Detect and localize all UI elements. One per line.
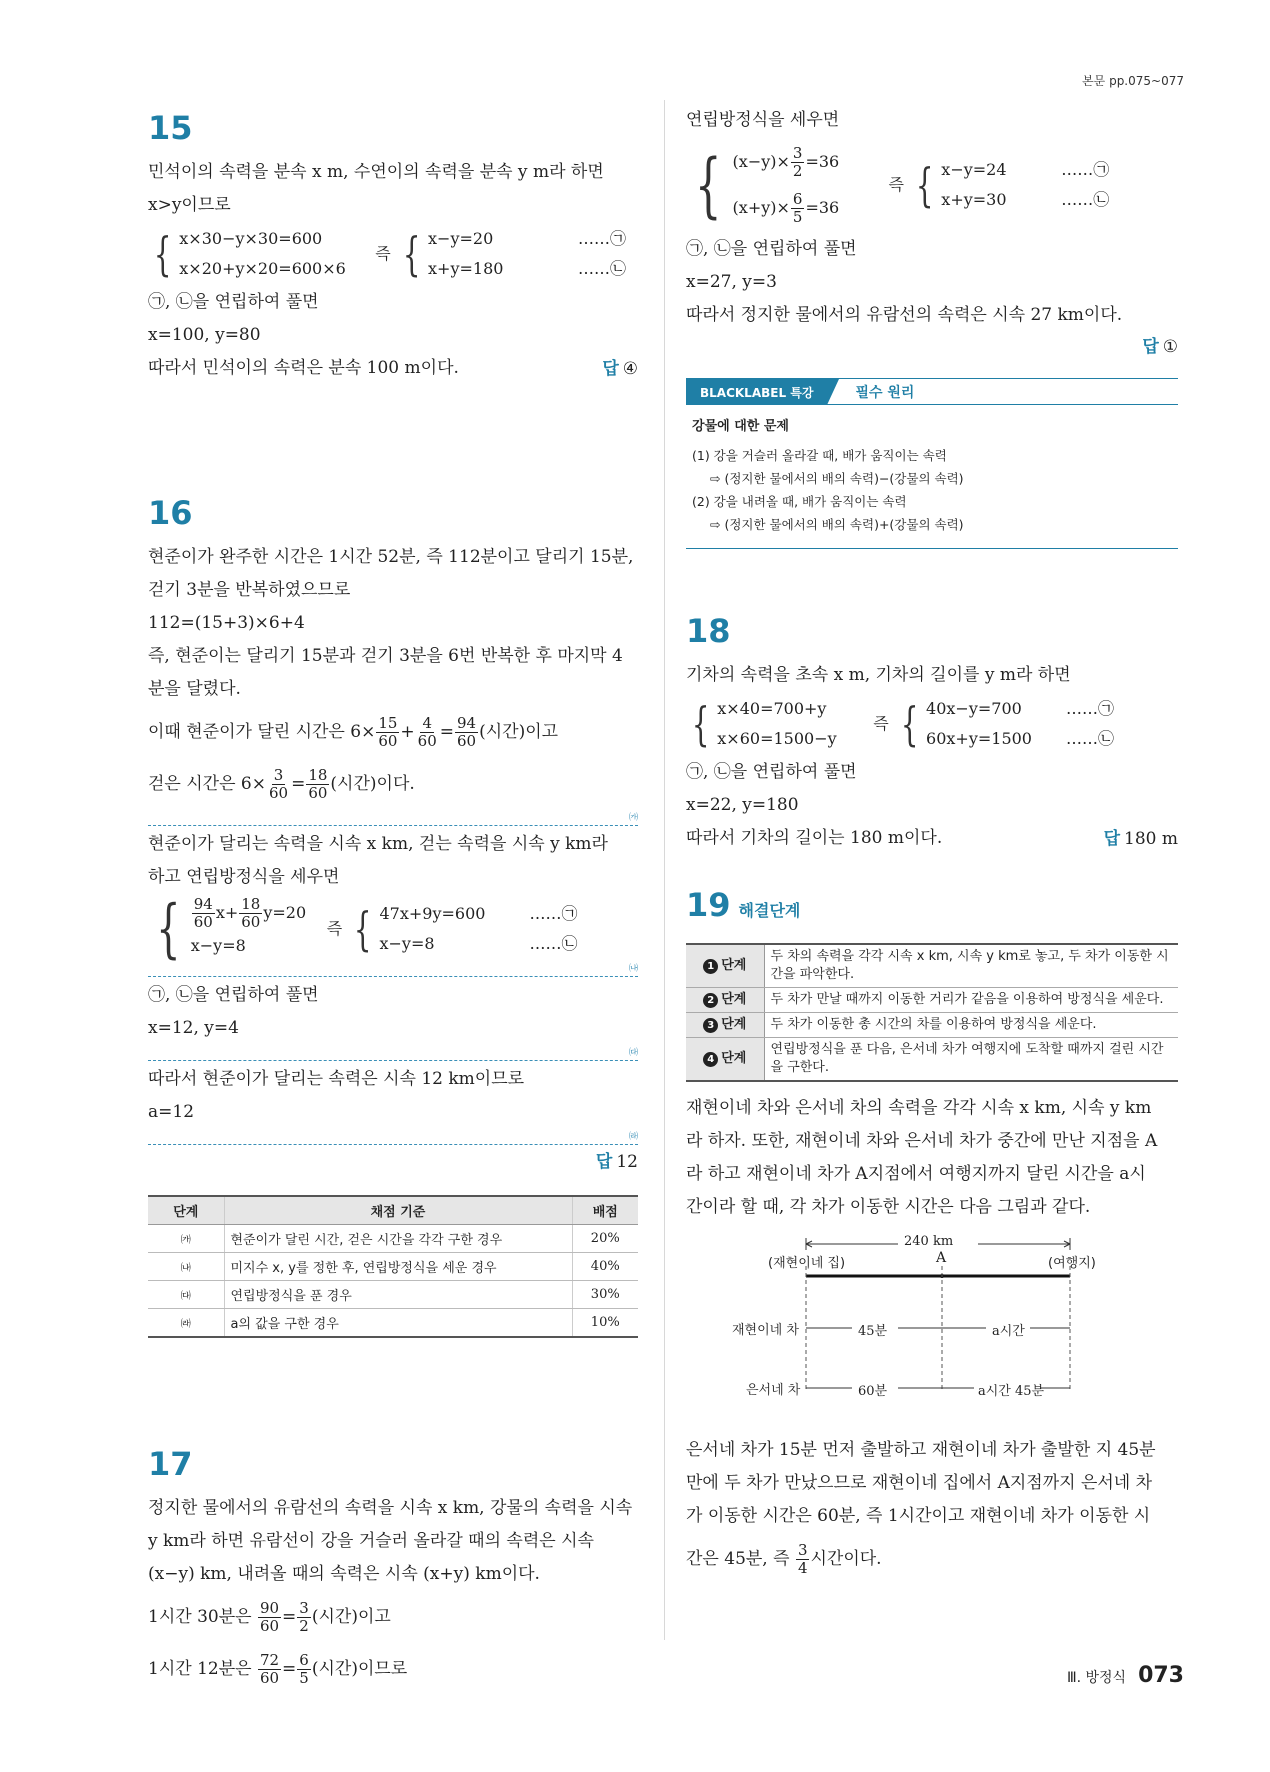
text-line: 112=(15+3)×6+4 (148, 613, 305, 633)
travel-diagram (686, 1230, 1178, 1430)
equation-system: { x×40=700+y x×60=1500−y 즉 { 40x−y=700 60x+y=1500 ……㉠ ……㉡ (686, 694, 1178, 754)
problem-15 (148, 110, 638, 385)
text-line: 현준이가 완주한 시간은 1시간 52분, 즉 112분이고 달리기 15분, (148, 547, 634, 567)
column-divider (664, 100, 665, 1640)
text-line: x=100, y=80 (148, 325, 261, 345)
blacklabel-title: 강물에 대한 문제 (692, 419, 789, 434)
list-item: (2) 강을 내려올 때, 배가 움직이는 속력 (692, 494, 907, 509)
destination-label: (여행지) (1048, 1256, 1096, 1271)
equation: x×20+y×20=600×6 (179, 259, 346, 278)
text-line: 라 하자. 또한, 재현이네 차와 은서네 차가 중간에 만난 지점을 A (686, 1131, 1158, 1151)
equation: x×60=1500−y (717, 729, 837, 748)
equation: (x−y)× $\frac{3}{2}$ =36 (732, 144, 840, 180)
table-row: 4 단계 연립방정식을 푼 다음, 은서네 차가 여행지에 도착할 때까지 걸린 시간을 구한다. (686, 1038, 1178, 1082)
equation-marker: ……㉡ (529, 933, 578, 953)
text-line: ㉠, ㉡을 연립하여 풀면 (148, 985, 319, 1005)
steps-table (686, 943, 1178, 1082)
text-line: 분을 달렸다. (148, 679, 241, 699)
text-line: 만에 두 차가 만났으므로 재현이네 집에서 A지점까지 은서네 차 (686, 1473, 1153, 1493)
equation: x+y=180 (428, 259, 504, 278)
equation: x×40=700+y (717, 699, 827, 718)
text-line: x=22, y=180 (686, 795, 799, 815)
problem-number: 15 (148, 109, 193, 147)
step-marker: ㈎ (148, 814, 638, 826)
equation-marker: ……㉠ (1066, 699, 1115, 718)
point-a-label: A (936, 1250, 947, 1266)
table-header: 단계 (148, 1196, 224, 1225)
car1-label: 재현이네 차 (732, 1323, 799, 1338)
equation: 40x−y=700 (926, 699, 1022, 718)
text-line: 1시간 12분은 $\frac{72}{60}$ = $\frac{6}{5}$ (시간)이므로 (148, 1651, 408, 1687)
equation: x−y=8 (379, 933, 435, 953)
table-row: ㈐ 연립방정식을 푼 경우 30% (148, 1281, 638, 1309)
text-line: 정지한 물에서의 유람선의 속력을 시속 x km, 강물의 속력을 시속 (148, 1498, 633, 1518)
table-header: 배점 (572, 1196, 638, 1225)
problem-17-continued (686, 104, 1178, 362)
equation-system: { (x−y)× $\frac{3}{2}$ =36 (x+y)× $\frac{6}{5}$ =36 즉 { x−y=24 x+y=30 ……㉠ ……㉡ (686, 139, 1178, 231)
conjunction: 즉 (873, 714, 889, 733)
problem-17 (148, 1446, 638, 1695)
answer: 답 12 (595, 1152, 638, 1172)
text-line: 즉, 현준이는 달리기 15분과 걷기 3분을 6번 반복한 후 마지막 4 (148, 646, 623, 666)
page-reference: 본문 pp.075~077 (1082, 74, 1184, 88)
text-line: x>y이므로 (148, 195, 231, 215)
blacklabel-subtitle: 필수 원리 (855, 384, 915, 401)
page-number: 073 (1138, 1663, 1184, 1688)
text-line: 라 하고 재현이네 차가 A지점에서 여행지까지 달린 시간을 a시 (686, 1164, 1146, 1184)
table-row: 3 단계 두 차가 이동한 총 시간의 차를 이용하여 방정식을 세운다. (686, 1013, 1178, 1038)
list-item: (1) 강을 거슬러 올라갈 때, 배가 움직이는 속력 (692, 448, 947, 463)
equation-marker: ……㉡ (1061, 190, 1110, 209)
problem-18 (686, 613, 1178, 855)
equation: x−y=20 (428, 229, 494, 248)
text-line: (x−y) km, 내려올 때의 속력은 시속 (x+y) km이다. (148, 1564, 540, 1584)
problem-16 (148, 495, 638, 1338)
table-row: 2 단계 두 차가 만날 때까지 이동한 거리가 같음을 이용하여 방정식을 세운다. (686, 988, 1178, 1013)
home-label: (재현이네 집) (768, 1256, 846, 1271)
text-line: ㉠, ㉡을 연립하여 풀면 (686, 762, 857, 782)
problem-number: 19 해결단계 (686, 886, 801, 924)
distance-label: 240 km (904, 1234, 954, 1249)
text-line: 가 이동한 시간은 60분, 즉 1시간이고 재현이네 차가 이동한 시 (686, 1506, 1151, 1526)
problem-number: 16 (148, 494, 193, 532)
page-footer (1067, 1663, 1184, 1688)
equation-marker: ……㉡ (1066, 729, 1115, 748)
text-line: 간은 45분, 즉 $\frac{3}{4}$ 시간이다. (686, 1541, 882, 1577)
equation: x−y=8 (190, 936, 246, 955)
text-line: x=12, y=4 (148, 1018, 239, 1038)
step-marker: ㈑ (148, 1133, 638, 1145)
text-line: 이때 현준이가 달린 시간은 6× $\frac{15}{60}$ + $\frac{4}{60}$ = $\frac{94}{60}$ (시간)이고 (148, 714, 559, 750)
equation: 60x+y=1500 (926, 729, 1032, 748)
table-row: ㈑ a의 값을 구한 경우 10% (148, 1309, 638, 1338)
answer: 답 ④ (602, 358, 638, 379)
equation: (x+y)× $\frac{6}{5}$ =36 (732, 190, 840, 226)
answer: 답 ① (1142, 337, 1178, 357)
time-label: a시간 45분 (978, 1384, 1045, 1399)
text-line: y km라 하면 유람선이 강을 거슬러 올라갈 때의 속력은 시속 (148, 1531, 594, 1551)
text-line: 걷기 3분을 반복하였으므로 (148, 580, 351, 600)
equation: 47x+9y=600 (379, 903, 486, 923)
step-marker: ㈏ (148, 965, 638, 977)
grading-table (148, 1195, 638, 1338)
text-line: 1시간 30분은 $\frac{90}{60}$ = $\frac{3}{2}$ (시간)이고 (148, 1599, 391, 1635)
time-label: a시간 (992, 1324, 1025, 1339)
blacklabel-tag: BLACKLABEL 특강 (686, 379, 827, 405)
blacklabel-box (686, 378, 1178, 549)
step-marker: ㈐ (148, 1049, 638, 1061)
equation-marker: ……㉡ (578, 259, 627, 278)
problem-number: 17 (148, 1445, 193, 1483)
equation-marker: ……㉠ (578, 229, 627, 248)
time-label: 60분 (858, 1384, 888, 1399)
table-row: ㈏ 미지수 x, y를 정한 후, 연립방정식을 세운 경우 40% (148, 1253, 638, 1281)
text-line: a=12 (148, 1102, 195, 1122)
text-line: 현준이가 달리는 속력을 시속 x km, 걷는 속력을 시속 y km라 (148, 834, 608, 854)
text-line: 따라서 민석이의 속력은 분속 100 m이다. (148, 358, 459, 378)
text-line: x=27, y=3 (686, 272, 777, 292)
text-line: 기차의 속력을 초속 x m, 기차의 길이를 y m라 하면 (686, 665, 1071, 685)
text-line: ㉠, ㉡을 연립하여 풀면 (148, 292, 319, 312)
equation-marker: ……㉠ (1061, 160, 1110, 179)
text-line: 재현이네 차와 은서네 차의 속력을 각각 시속 x km, 시속 y km (686, 1098, 1152, 1118)
text-line: ㉠, ㉡을 연립하여 풀면 (686, 239, 857, 259)
list-item: ⇨ (정지한 물에서의 배의 속력)−(강물의 속력) (710, 471, 964, 486)
equation-marker: ……㉠ (529, 903, 578, 923)
conjunction: 즉 (326, 918, 343, 938)
text-line: 은서네 차가 15분 먼저 출발하고 재현이네 차가 출발한 지 45분 (686, 1440, 1156, 1460)
equation-system: { $\frac{94}{60}$ x+ $\frac{18}{60}$ y=20 x−y=8 즉 { 47x+9y=600 x−y=8 ……㉠ ……㉡ (156, 891, 578, 966)
table-row: 1 단계 두 차의 속력을 각각 시속 x km, 시속 y km로 놓고, 두 차가 이동한 시간을 파악한다. (686, 944, 1178, 988)
text-line: 간이라 할 때, 각 차가 이동한 시간은 다음 그림과 같다. (686, 1197, 1091, 1217)
text-line: 민석이의 속력을 분속 x m, 수연이의 속력을 분속 y m라 하면 (148, 162, 604, 182)
equation: $\frac{94}{60}$ x+ $\frac{18}{60}$ y=20 (193, 895, 307, 931)
right-column (686, 110, 1178, 1585)
answer: 답 180 m (1103, 828, 1178, 849)
text-line: 하고 연립방정식을 세우면 (148, 867, 340, 887)
text-line: 연립방정식을 세우면 (686, 110, 840, 130)
equation-system: { x×30−y×30=600 x×20+y×20=600×6 즉 { x−y=20 x+y=180 ……㉠ ……㉡ (148, 224, 638, 284)
table-row: ㈎ 현준이가 달린 시간, 걷은 시간을 각각 구한 경우 20% (148, 1225, 638, 1253)
equation: x×30−y×30=600 (179, 229, 323, 248)
table-header: 채점 기준 (224, 1196, 572, 1225)
text-line: 걷은 시간은 6× $\frac{3}{60}$ = $\frac{18}{60}$ (시간)이다. (148, 766, 415, 802)
car2-label: 은서네 차 (746, 1383, 801, 1398)
text-line: 따라서 정지한 물에서의 유람선의 속력은 시속 27 km이다. (686, 305, 1123, 325)
text-line: 따라서 기차의 길이는 180 m이다. (686, 828, 943, 848)
left-column (148, 110, 638, 1695)
equation: x−y=24 (941, 160, 1007, 179)
problem-number: 18 (686, 612, 731, 650)
conjunction: 즉 (888, 175, 905, 194)
text-line: 따라서 현준이가 달리는 속력은 시속 12 km이므로 (148, 1069, 525, 1089)
list-item: ⇨ (정지한 물에서의 배의 속력)+(강물의 속력) (710, 517, 964, 532)
problem-19 (686, 887, 1178, 1585)
equation: x+y=30 (941, 190, 1007, 209)
time-label: 45분 (858, 1324, 888, 1339)
section-title: Ⅲ. 방정식 (1066, 1670, 1127, 1686)
conjunction: 즉 (375, 244, 391, 263)
step-title: 해결단계 (738, 901, 801, 920)
